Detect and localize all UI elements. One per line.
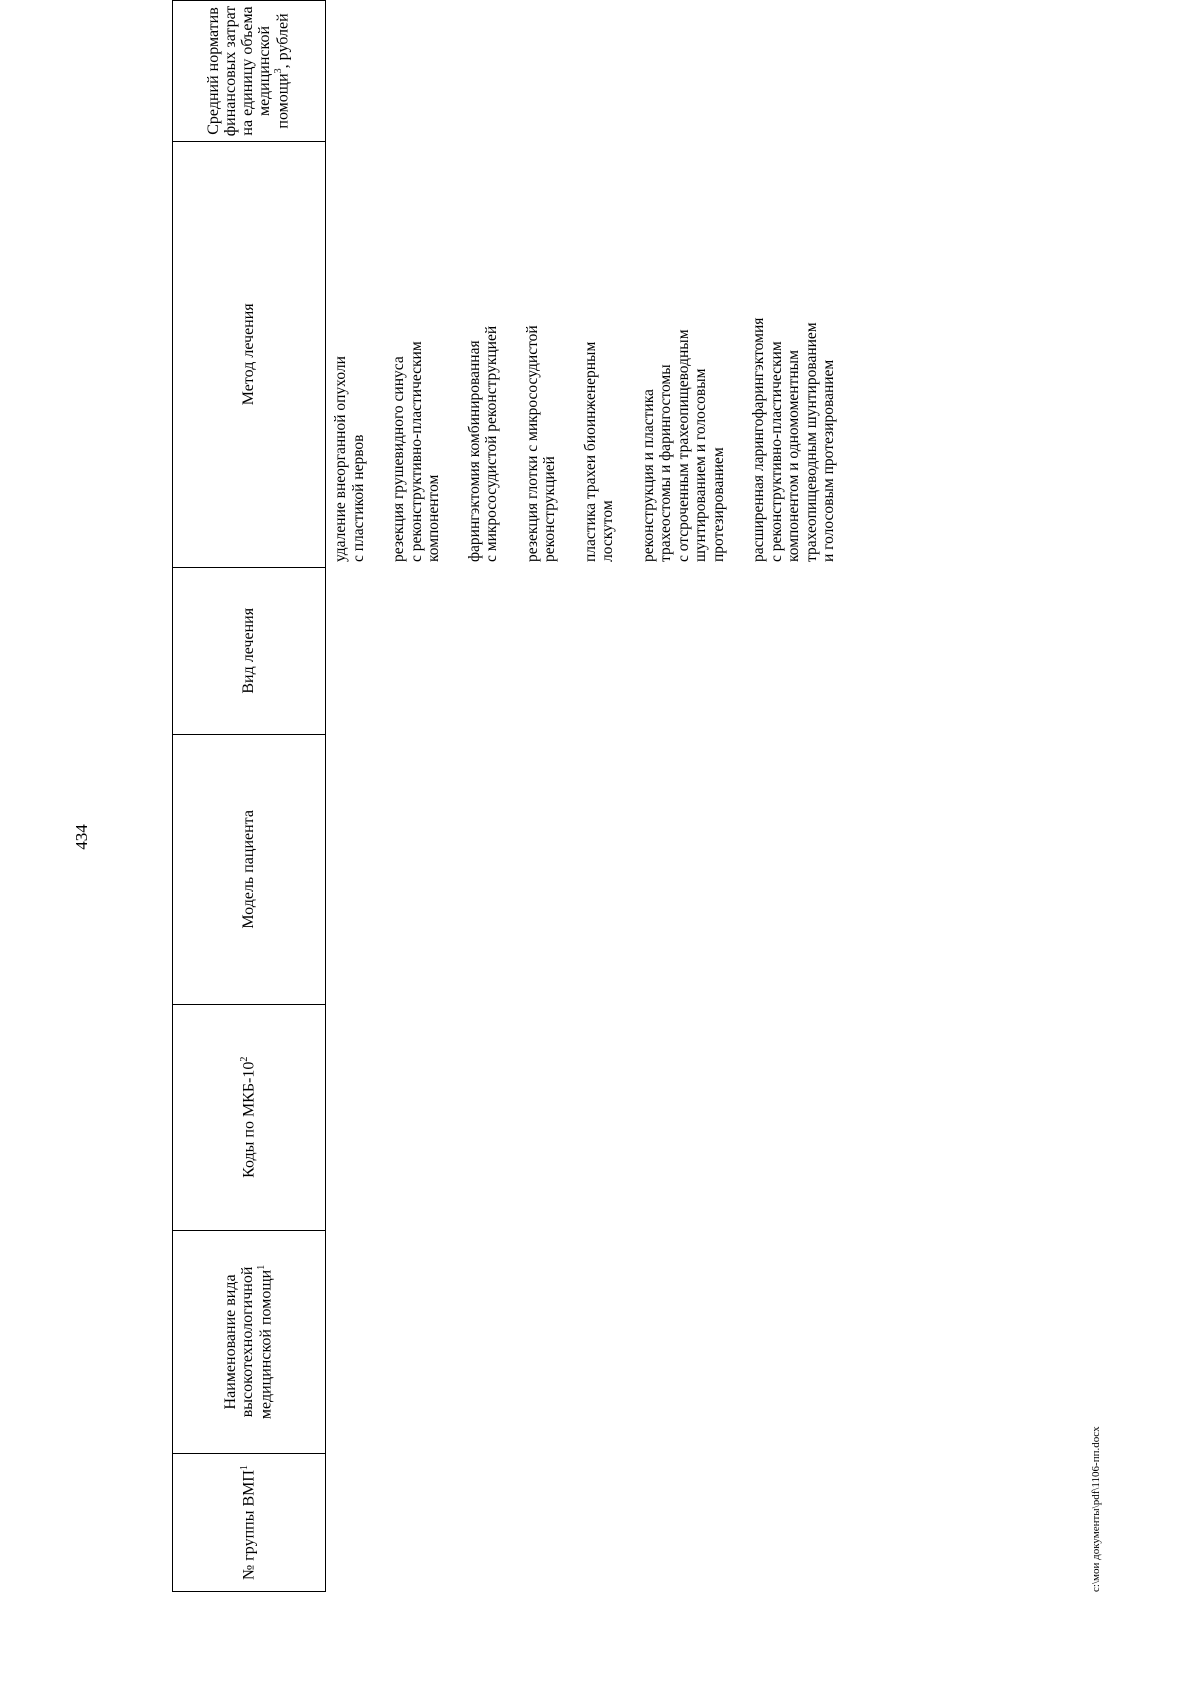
page-number: 434 bbox=[72, 824, 91, 850]
footer-file-path: c:\мои документы\pdf\1106-пп.docx bbox=[1090, 1426, 1102, 1592]
method-item: реконструкция и пластика трахеостомы и фарингостомы с отсроченным трахеопищеводным шунтированием и голосовым протезированием bbox=[639, 329, 727, 562]
header-group-number-text: № группы ВМП bbox=[240, 1470, 258, 1581]
footnote-mark: 3 bbox=[272, 68, 284, 74]
header-group-number bbox=[173, 1454, 326, 1592]
header-treatment-method-text: Метод лечения bbox=[239, 303, 257, 406]
header-icd-codes bbox=[173, 1004, 326, 1230]
method-item: расширенная ларингофарингэктомия с реконструктивно-пластическим компонентом и одномоментным трахеопищеводным шунтированием и голосовым протезированием bbox=[750, 317, 837, 562]
method-item: удаление внеорганной опухоли с пластикой нервов bbox=[332, 356, 367, 562]
method-item: резекция глотки с микрососудистой реконструкцией bbox=[523, 325, 558, 562]
header-icd-codes-text: Коды по МКБ-10 bbox=[240, 1061, 258, 1178]
method-item: резекция грушевидного синуса с реконструктивно-пластическим компонентом bbox=[390, 341, 442, 562]
header-treatment-type-text: Вид лечения bbox=[239, 607, 257, 694]
treatment-methods-list bbox=[332, 172, 861, 562]
header-vmp-name bbox=[173, 1230, 326, 1453]
vmp-table bbox=[172, 0, 326, 1592]
method-item: пластика трахеи биоинженерным лоскутом bbox=[581, 341, 616, 562]
footnote-mark: 1 bbox=[255, 1264, 267, 1270]
header-cost-standard-suffix: , рублей bbox=[273, 13, 291, 69]
header-patient-model bbox=[173, 734, 326, 1004]
header-cost-standard-text: Средний норматив финансовых затрат на единицу объема медицинской помощи bbox=[205, 5, 291, 137]
header-treatment-type bbox=[173, 567, 326, 734]
method-item: фарингэктомия комбинированная с микрососудистой реконструкцией bbox=[465, 325, 500, 562]
footnote-mark: 1 bbox=[238, 1465, 250, 1471]
header-treatment-method bbox=[173, 141, 326, 567]
header-cost-standard bbox=[173, 1, 326, 142]
header-vmp-name-text: Наименование вида высокотехнологичной медицинской помощи bbox=[222, 1266, 275, 1420]
footnote-mark: 2 bbox=[238, 1056, 250, 1062]
header-patient-model-text: Модель пациента bbox=[239, 810, 257, 929]
table-header-row bbox=[173, 1, 326, 1592]
